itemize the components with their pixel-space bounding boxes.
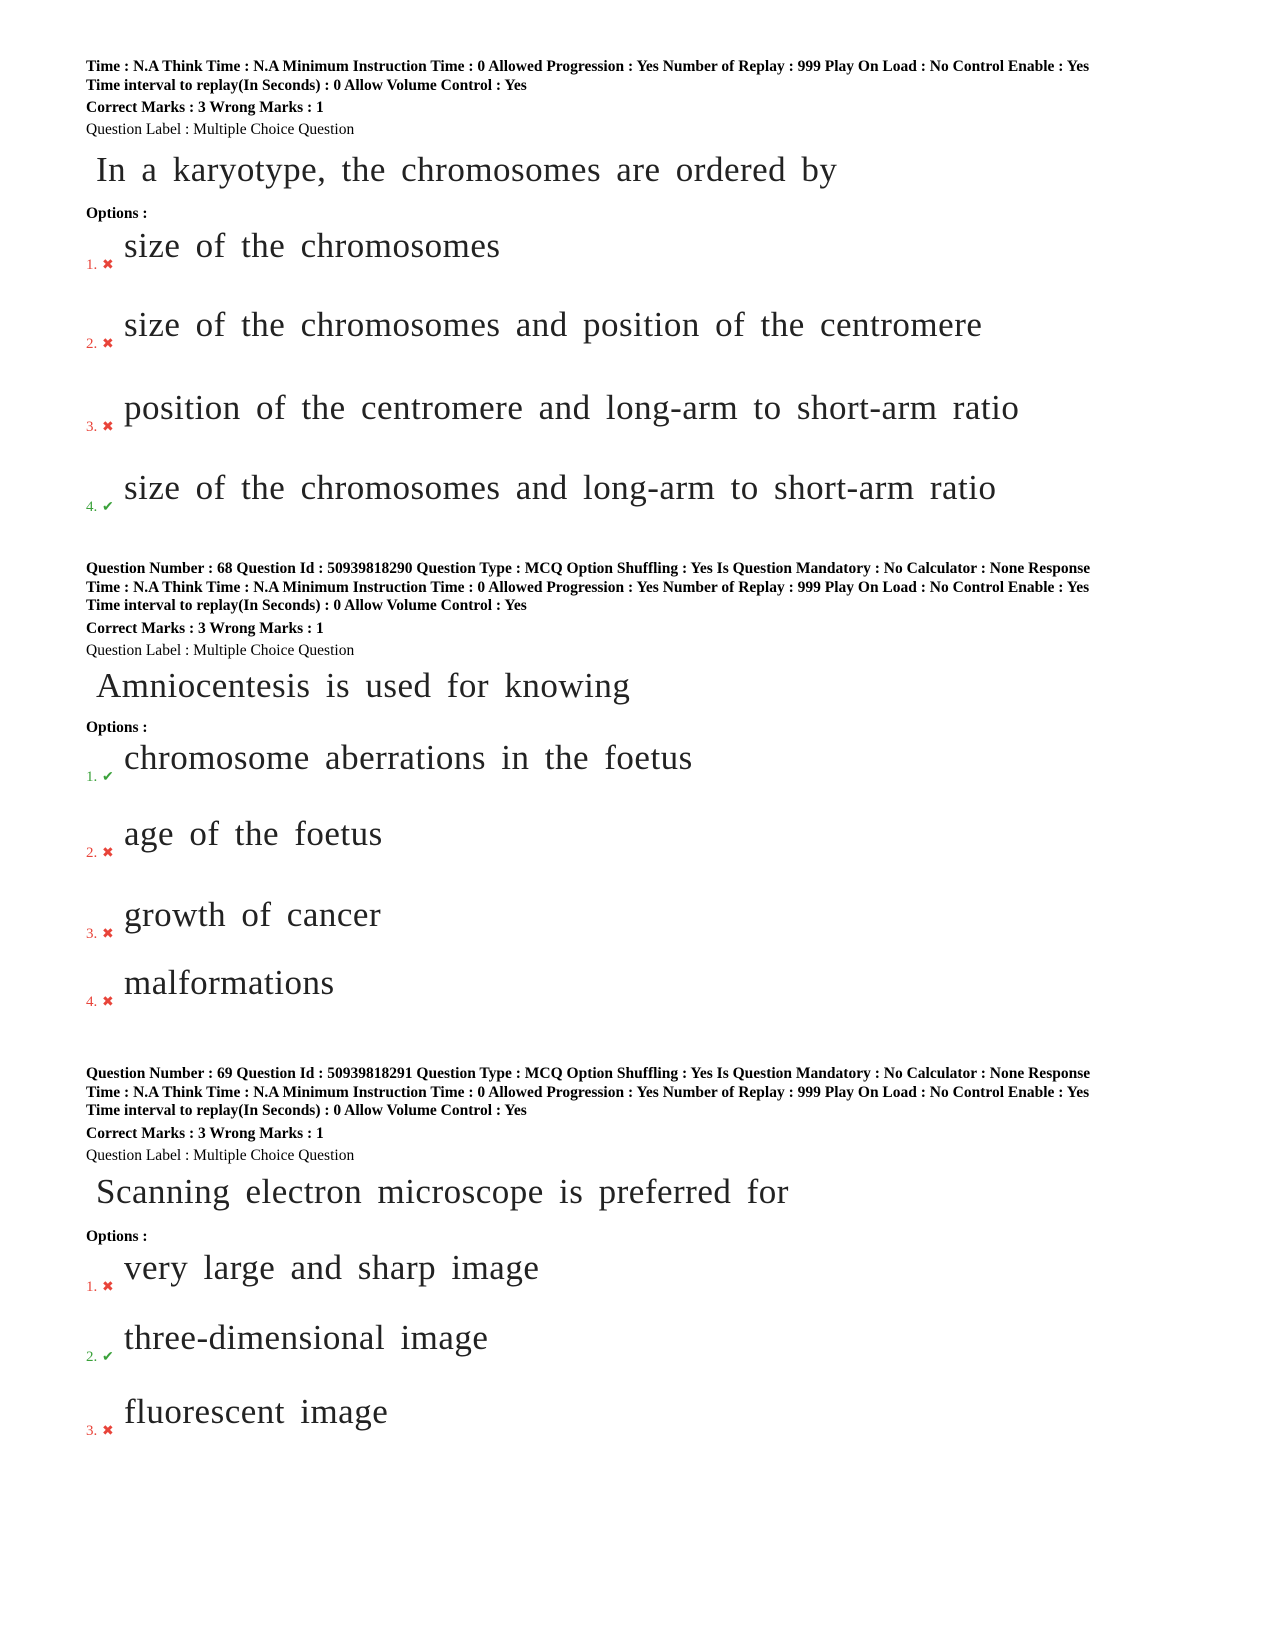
option-text: age of the foetus (124, 814, 383, 853)
option-1[interactable] (86, 738, 693, 786)
meta-line: Question Number : 68 Question Id : 50939818290 Question Type : MCQ Option Shuffling : Yes Is Question Mandatory : No Calculator : None Response (86, 560, 1091, 577)
question-meta (86, 1065, 1196, 1121)
option-number: 2. (86, 845, 98, 861)
check-icon: ✔ (102, 1350, 114, 1365)
meta-line: Time interval to replay(In Seconds) : 0 Allow Volume Control : Yes (86, 76, 527, 94)
question-label: Question Label : Multiple Choice Question (86, 641, 355, 659)
question-67-header (86, 58, 1196, 139)
meta-line: Time interval to replay(In Seconds) : 0 Allow Volume Control : Yes (86, 1102, 527, 1119)
cross-icon: ✖ (102, 927, 114, 942)
question-marks: Correct Marks : 3 Wrong Marks : 1 (86, 99, 324, 116)
options-label: Options : (86, 1228, 148, 1245)
option-number: 3. (86, 926, 98, 942)
options-label: Options : (86, 719, 148, 736)
options-label: Options : (86, 205, 148, 222)
meta-line: Question Number : 69 Question Id : 50939818291 Question Type : MCQ Option Shuffling : Yes Is Question Mandatory : No Calculator : None Response (86, 1065, 1091, 1082)
cross-icon: ✖ (102, 995, 114, 1010)
question-meta (86, 58, 1196, 95)
option-text: size of the chromosomes and position of the centromere (124, 305, 983, 344)
meta-line: Time interval to replay(In Seconds) : 0 Allow Volume Control : Yes (86, 597, 527, 614)
option-3[interactable] (86, 388, 1019, 436)
option-number: 4. (86, 499, 98, 515)
cross-icon: ✖ (102, 420, 114, 435)
option-text: size of the chromosomes and long-arm to short-arm ratio (124, 468, 997, 507)
option-text: chromosome aberrations in the foetus (124, 738, 693, 777)
option-4[interactable] (86, 963, 335, 1011)
cross-icon: ✖ (102, 1280, 114, 1295)
option-text: fluorescent image (124, 1392, 389, 1431)
option-number: 3. (86, 1423, 98, 1439)
question-text: In a karyotype, the chromosomes are ordered by (96, 150, 838, 189)
check-icon: ✔ (102, 500, 114, 515)
option-number: 2. (86, 336, 98, 352)
option-3[interactable] (86, 1392, 388, 1440)
question-meta (86, 560, 1196, 616)
option-2[interactable] (86, 1318, 488, 1366)
cross-icon: ✖ (102, 258, 114, 273)
option-number: 1. (86, 769, 98, 785)
option-4[interactable] (86, 468, 997, 516)
question-text: Scanning electron microscope is preferred for (96, 1172, 789, 1211)
option-3[interactable] (86, 895, 381, 943)
cross-icon: ✖ (102, 337, 114, 352)
meta-line: Time : N.A Think Time : N.A Minimum Instruction Time : 0 Allowed Progression : Yes Number of Replay : 999 Play On Load : No Control Enable : Yes (86, 1083, 1090, 1101)
check-icon: ✔ (102, 770, 114, 785)
cross-icon: ✖ (102, 1424, 114, 1439)
option-1[interactable] (86, 226, 501, 274)
option-text: position of the centromere and long-arm to short-arm ratio (124, 388, 1020, 427)
option-text: growth of cancer (124, 895, 382, 934)
option-2[interactable] (86, 814, 383, 862)
question-label: Question Label : Multiple Choice Question (86, 1146, 355, 1164)
option-number: 3. (86, 419, 98, 435)
option-text: three-dimensional image (124, 1318, 489, 1357)
question-69-header (86, 1065, 1196, 1165)
meta-line: Time : N.A Think Time : N.A Minimum Instruction Time : 0 Allowed Progression : Yes Number of Replay : 999 Play On Load : No Control Enable : Yes (86, 578, 1090, 596)
question-text: Amniocentesis is used for knowing (96, 666, 631, 705)
option-number: 4. (86, 994, 98, 1010)
question-marks: Correct Marks : 3 Wrong Marks : 1 (86, 619, 324, 637)
cross-icon: ✖ (102, 846, 114, 861)
option-text: very large and sharp image (124, 1248, 540, 1287)
option-1[interactable] (86, 1248, 539, 1296)
option-text: size of the chromosomes (124, 226, 501, 265)
meta-line: Time : N.A Think Time : N.A Minimum Instruction Time : 0 Allowed Progression : Yes Number of Replay : 999 Play On Load : No Control Enable : Yes (86, 58, 1090, 75)
question-marks: Correct Marks : 3 Wrong Marks : 1 (86, 1124, 324, 1142)
option-text: malformations (124, 963, 335, 1002)
question-68-header (86, 560, 1196, 660)
option-number: 2. (86, 1349, 98, 1365)
question-label: Question Label : Multiple Choice Question (86, 121, 355, 138)
option-number: 1. (86, 257, 98, 273)
option-2[interactable] (86, 305, 982, 353)
option-number: 1. (86, 1279, 98, 1295)
